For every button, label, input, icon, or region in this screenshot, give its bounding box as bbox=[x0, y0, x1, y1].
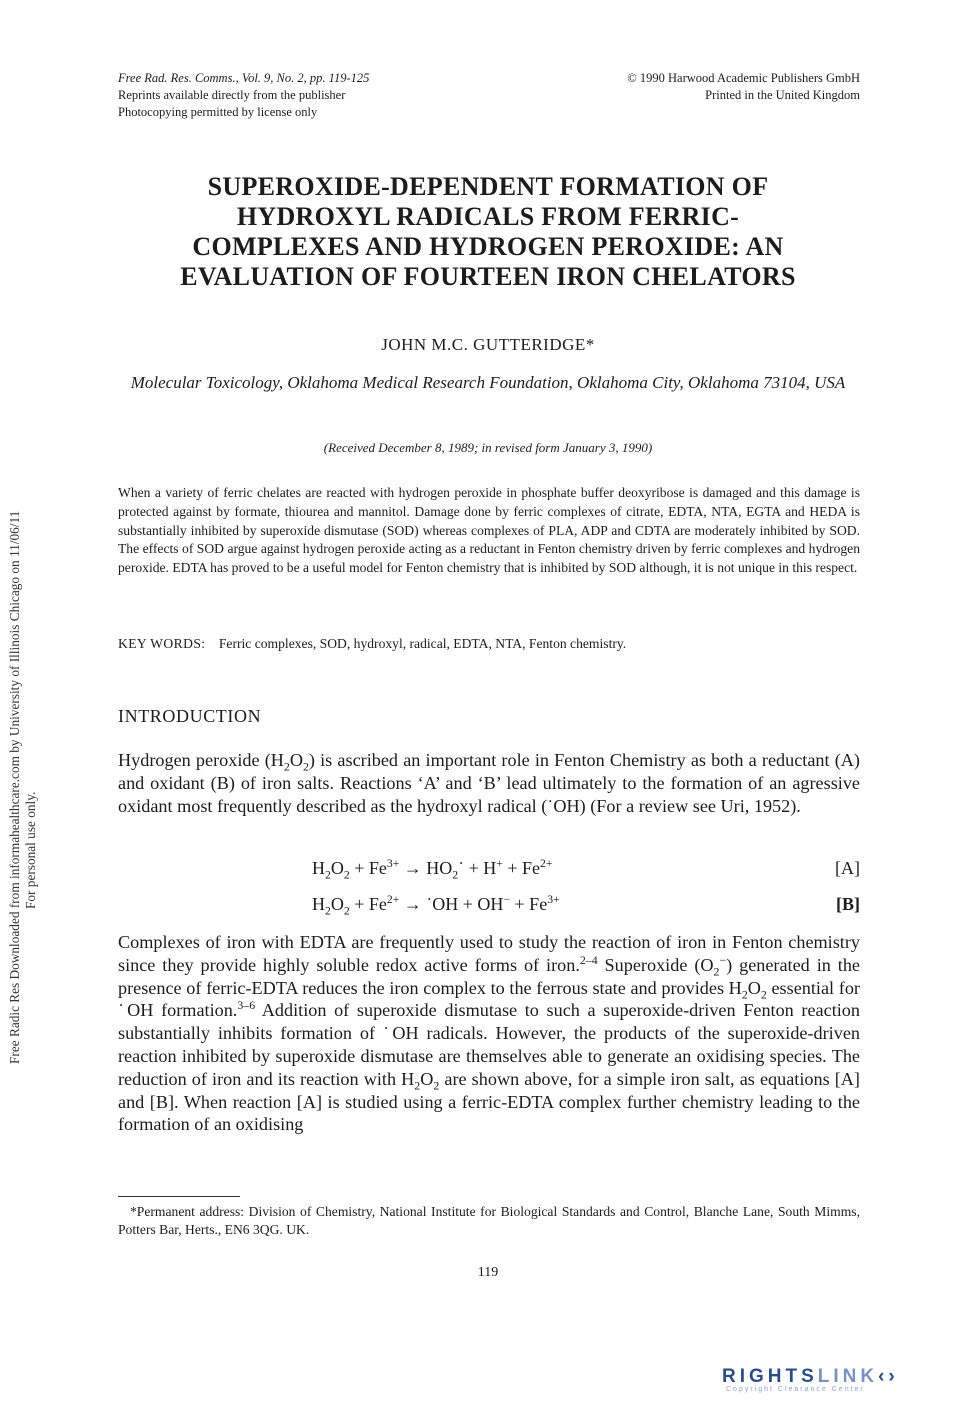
author-name: JOHN M.C. GUTTERIDGE* bbox=[381, 335, 595, 354]
rightslink-brand bbox=[722, 1366, 962, 1388]
text-run: Superoxide (O bbox=[597, 954, 714, 975]
intro-paragraph-2: Complexes of iron with EDTA are frequently used to study the reaction of iron in Fenton chemistry since they provide highly soluble redox active forms of iron.$^{2-4}$ Superoxide $(O_2^-)$ generated in the presence of ferric-EDTA reduces the iron complex to the ferrous state and provides $H_2O_2$ essential for ˙OH formation.$^{3-6}$ Addition of superoxide dismutase to such a superoxide-driven Fenton reaction substantially inhibits formation of ˙OH radicals. However, the products of the superoxide-driven reaction inhibited by superoxide dismutase are themselves able to generate an oxidising species. The reduction of iron and its reaction with $H_2O_2$ are shown above, for a simple iron salt, as equations [A] and [B]. When reaction [A] is studied using a ferric-EDTA complex further chemistry leading to the formation of an oxidising bbox=[118, 932, 860, 1135]
text-run: Addition of superoxide dismutase to such a superoxide-driven Fenton reaction substantially inhibits formation of ˙OH radicals. However, the products of the superoxide-driven reaction inhibited by superoxide dismutase are themselves able to generate an oxidising species. The reduction of iron and its reaction with H bbox=[118, 1000, 860, 1089]
section-heading: INTRODUCTION bbox=[118, 706, 262, 726]
header-left bbox=[118, 70, 369, 121]
text-run: O bbox=[289, 750, 303, 770]
rightslink-logo[interactable] bbox=[722, 1366, 962, 1406]
title-line: SUPEROXIDE-DEPENDENT FORMATION OF bbox=[207, 172, 769, 201]
text-run: essential for ˙OH formation. bbox=[118, 977, 860, 1021]
abstract: When a variety of ferric chelates are reacted with hydrogen peroxide in phosphate buffer deoxyribose is damaged and this damage is protected against by formate, thiourea and mannitol. Damage done by ferric complexes of citrate, EDTA, NTA, EGTA and HEDA is substantially inhibited by superoxide dismutase (SOD) whereas complexes of PLA, ADP and CDTA are moderately inhibited by SOD. The effects of SOD argue against hydrogen peroxide acting as a reductant in Fenton chemistry driven by ferric complexes and hydrogen peroxide. EDTA has proved to be a useful model for Fenton chemistry that is inhibited by SOD although, it is not unique in this respect. bbox=[118, 485, 860, 576]
footnote-divider bbox=[118, 1196, 240, 1197]
citation-ref: 3–6 bbox=[237, 998, 256, 1013]
download-stamp bbox=[7, 364, 38, 1064]
copyright-note: © 1990 Harwood Academic Publishers GmbH bbox=[627, 71, 860, 85]
equation-a-tag: [A] bbox=[835, 858, 860, 878]
keywords bbox=[118, 636, 860, 652]
header-right bbox=[627, 70, 860, 104]
text-run: ) generated in the presence of ferric-EDTA reduces the iron complex to the ferrous state and provides H bbox=[118, 954, 860, 998]
journal-citation: Free Rad. Res. Comms., Vol. 9, No. 2, pp. 119-125 bbox=[118, 71, 370, 85]
rightslink-brand-a: RIGHTS bbox=[722, 1366, 818, 1387]
keywords-label: KEY WORDS: bbox=[118, 636, 206, 651]
rightslink-brand-b: LINK bbox=[817, 1366, 879, 1387]
rightslink-tagline: Copyright Clearance Center bbox=[726, 1386, 865, 1393]
equation-b-body: $H_2O_2 + Fe^{2+}$ → ˙OH + $OH^- + Fe^{3+}$ bbox=[312, 893, 560, 918]
rightslink-arrow-icon: ‹› bbox=[878, 1366, 899, 1387]
paper-title bbox=[100, 172, 876, 292]
equation-a-body: $H_2O_2 + Fe^{3+}$ → $HO_2˙ + H^+ + Fe^{2+}$ bbox=[312, 857, 553, 882]
author-affiliation: Molecular Toxicology, Oklahoma Medical Research Foundation, Oklahoma City, Oklahoma 73104, USA bbox=[130, 373, 846, 392]
photocopying-note: Photocopying permitted by license only bbox=[118, 105, 318, 119]
printed-note: Printed in the United Kingdom bbox=[705, 88, 860, 102]
text-run: are shown above, for a simple iron salt, as equations [A] and [B]. When reaction [A] is studied using a ferric-EDTA complex further chemistry leading to the formation of an oxidising bbox=[118, 1068, 860, 1135]
citation-ref: 2–4 bbox=[579, 952, 598, 967]
keywords-text: Ferric complexes, SOD, hydroxyl, radical, EDTA, NTA, Fenton chemistry. bbox=[218, 636, 627, 651]
footnote: *Permanent address: Division of Chemistry, National Institute for Biological Standards and Control, Blanche Lane, South Mimms, Potters Bar, Herts., EN6 3QG. UK. bbox=[118, 1204, 860, 1237]
download-stamp-line: Free Radic Res Downloaded from informahealthcare.com by University of Illinois Chicago on 11/06/11 bbox=[7, 510, 22, 1064]
equation-b-tag: [B] bbox=[836, 894, 860, 914]
received-date: (Received December 8, 1989; in revised form January 3, 1990) bbox=[323, 440, 653, 455]
download-stamp-line: For personal use only. bbox=[23, 791, 38, 909]
title-line: COMPLEXES AND HYDROGEN PEROXIDE: AN bbox=[192, 232, 784, 261]
intro-paragraph-1: Hydrogen peroxide $(H_2O_2)$ is ascribed an important role in Fenton Chemistry as both a reductant (A) and oxidant (B) of iron salts. Reactions ‘A’ and ‘B’ lead ultimately to the formation of an agressive oxidant most frequently described as the hydroxyl radical (˙OH) (For a review see Uri, 1952). bbox=[118, 750, 860, 816]
page-number: 119 bbox=[477, 1265, 499, 1280]
reprints-note: Reprints available directly from the publisher bbox=[118, 88, 346, 102]
text-run: ) is ascribed an important role in Fenton Chemistry as both a reductant (A) and oxidant (B) of iron salts. Reactions ‘A’ and ‘B’ lead ultimately to the formation of an agressive oxidant most frequently described as the hydroxyl radical (˙OH) (For a review see Uri, 1952). bbox=[118, 750, 860, 816]
text-run: Hydrogen peroxide (H bbox=[118, 750, 284, 770]
title-line: EVALUATION OF FOURTEEN IRON CHELATORS bbox=[180, 262, 796, 291]
title-line: HYDROXYL RADICALS FROM FERRIC- bbox=[236, 202, 740, 231]
text-run: Complexes of iron with EDTA are frequently used to study the reaction of iron in Fenton chemistry since they provide highly soluble redox active forms of iron. bbox=[118, 932, 860, 975]
